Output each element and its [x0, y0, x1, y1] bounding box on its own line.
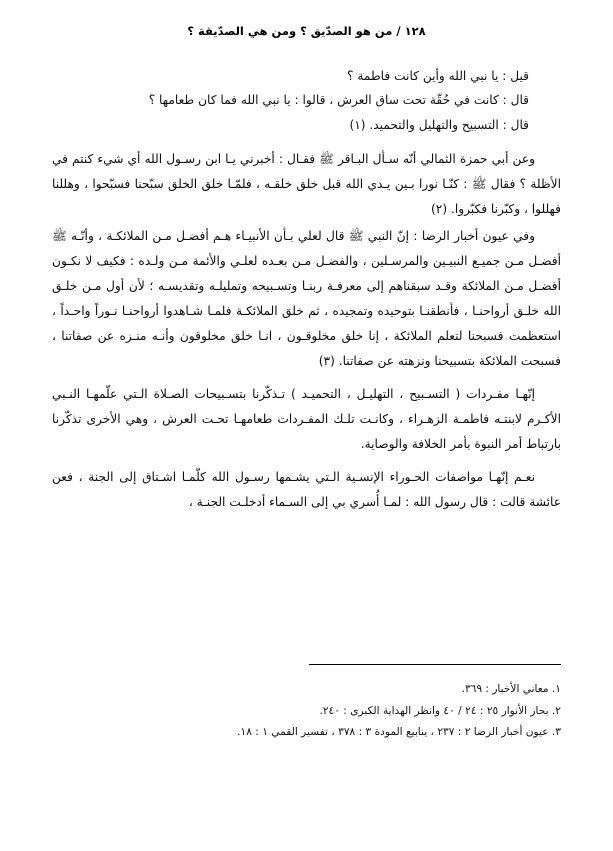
dialog-block — [52, 64, 561, 137]
footnote-separator — [309, 664, 561, 665]
footnote-item: ٣. عيون أخبار الرضا ٢ : ٢٣٧ ، ينابيع المودة ٣ : ٣٧٨ ، تفسير القمي ١ : ١٨. — [237, 725, 561, 738]
page-header: ١٢٨ / من هو الصدّيق ؟ ومن هي الصدّيقة ؟ — [187, 24, 426, 38]
footnotes — [52, 679, 561, 743]
footnote-item: ١. معاني الأخبار : ٣٦٩. — [461, 683, 561, 696]
dialog-line: قال : التسبيح والتهليل والتحميد. (١) — [349, 117, 529, 132]
dialog-line: قيل : يا نبي الله وأين كانت فاطمة ؟ — [347, 69, 529, 83]
body-text — [52, 147, 561, 515]
paragraph: وفي عيون أخبار الرضا : إنّ النبي ﷺ قال لعلي بـأن الأنبيـاء هـم أفضـل مـن الملائكـة ، وأنّـه ﷺ أفضـل مـن جميـع النبيـين والمرسـلين ، والفضـل مـن بعـده لعلـي والأئمة مـن ولـده : فكيف لا نكـون أفضـل مـن الملائكة وقـد سبقناهم إلى معرفـة ربنـا وتسـبيحه وتمليلـه وتقديسـه ؛ لأن أول مـن خلـق الله خلـق أرواحنـا ، فأنطقنـا بتوحيده وتمجيده ، ثم خلق الملائكـة فلمـا شـاهدوا أرواحنـا نـوراً واحـداً ، استعظمت فسبحنا لتعلم الملائكة ، إنا خلق مخلوقـون ، انـا خلق مخلوقون وأنـه منـزه عن صفاتنا ، فسبحت الملائكة بتسبيحنا ونزهته عن صفاتنا. (٣) — [52, 229, 561, 369]
paragraph: وعن أبي حمزة الثمالي أنّه سـأل البـاقر ﷺ فقـال : أخبرني يـا ابن رسـول الله أي شيء كنتم في الأظلة ؟ فقال ﷺ : كنّـا نورا بـين يـدي الله قبل خلق خلقـه ، فلمّـا خلق الخلق سبّحنا فسبّحوا ، وهللنا فهللوا ، وكبّرنا فكبّروا. (٢) — [52, 152, 561, 217]
paragraph: إنّهـا مفـردات ( التسـبيح ، التهليـل ، التحميـد ) تـذكّرنا بتسـبيحات الصـلاة الـتي علّمهـا النـبي الأكـرم لابنتـه فاطمـة الزهـراء ، وكانـت تلـك المفـردات طعامهـا تحـت العرش ، وهي الأخرى تذكّرنا بارتباط أمر النبوة بأمر الخلافة والوصاية. — [52, 387, 561, 452]
footnote-item: ٢. بحار الأنوار ٢٥ : ٢٤ / ٤٠ وانظر الهداية الكبرى : ٢٤٠. — [319, 704, 561, 717]
dialog-line: قال : كانت في حُقّة تحت ساق العرش ، قالوا : يا نبي الله فما كان طعامها ؟ — [148, 93, 529, 108]
paragraph: نعـم إنّهـا مواصفات الحـوراء الإنسـية الـتي يشـمها رسـول الله كلّمـا اشـتاق إلى الجنة ، فعن عائشة قالت : قال رسول الله : لمـا أُسري بي إلى السـماء أدخلـت الجنـة ، — [52, 470, 561, 510]
